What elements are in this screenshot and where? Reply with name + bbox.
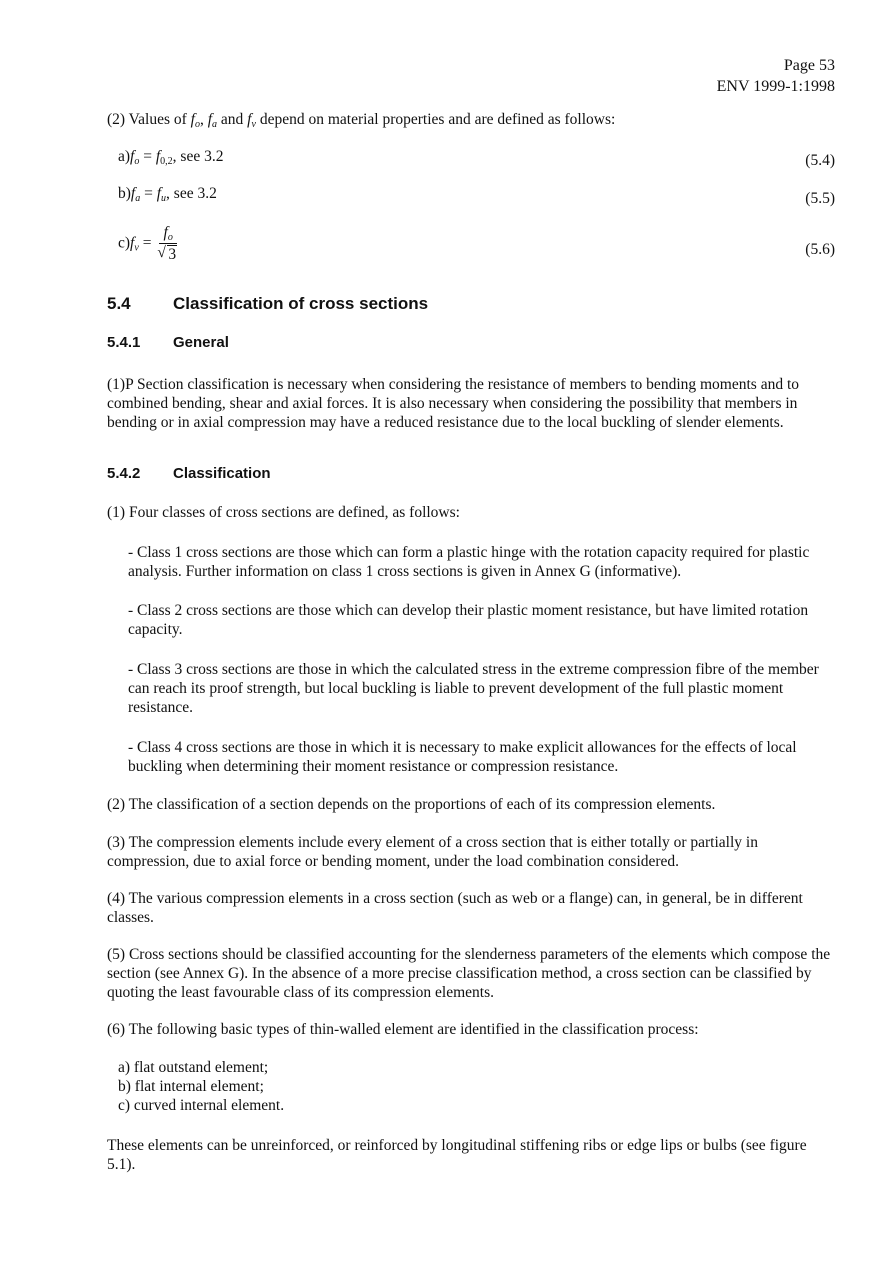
paragraph-5: (5) Cross sections should be classified accounting for the slenderness parameters of the elements which compose the section (see Annex G). In the absence of a more precise classification method, a cross section can be classified by quoting the least favourable class of its compression elements. bbox=[107, 946, 831, 1001]
paragraph-4: (4) The various compression elements in a cross section (such as web or a flange) can, in general, be in different classes. bbox=[107, 890, 803, 926]
section-heading-5-4-2: 5.4.2 Classification bbox=[107, 465, 271, 482]
paragraph-final: These elements can be unreinforced, or reinforced by longitudinal stiffening ribs or edge lips or bulbs (see figure 5.1). bbox=[107, 1137, 807, 1173]
class-4-description: - Class 4 cross sections are those in which it is necessary to make explicit allowances for the effects of local buckling when determining their moment resistance or compression resistance. bbox=[128, 739, 797, 775]
equation-5-4: $a)f_o = f_{0,2}$, see 3.2 bbox=[118, 148, 224, 167]
paragraph-classes-intro: (1) Four classes of cross sections are defined, as follows: bbox=[107, 504, 460, 521]
class-1-description: - Class 1 cross sections are those which can form a plastic hinge with the rotation capacity required for plastic analysis. Further information on class 1 cross sections is given in Annex G (informative). bbox=[128, 544, 810, 580]
paragraph-6: (6) The following basic types of thin-walled element are identified in the classification process: bbox=[107, 1021, 699, 1038]
class-3-description: - Class 3 cross sections are those in which the calculated stress in the extreme compression fibre of the member can reach its proof strength, but local buckling is liable to prevent development of the full plastic moment resistance. bbox=[128, 661, 819, 716]
equation-number-5-5: (5.5) bbox=[805, 190, 835, 207]
list-item: b) flat internal element; bbox=[118, 1078, 264, 1095]
list-item: a) flat outstand element; bbox=[118, 1059, 269, 1076]
section-heading-5-4: 5.4 Classification of cross sections bbox=[107, 294, 429, 313]
paragraph-1p: (1)P Section classification is necessary when considering the resistance of members to bending moments and to combined bending, shear and axial forces. It is also necessary when considering the possibility that members in bending or in axial compression may have a reduced resistance due to the local buckling of slender elements. bbox=[107, 376, 800, 431]
element-type-list bbox=[118, 1058, 823, 1115]
page-header bbox=[717, 55, 835, 97]
section-heading-5-4-1: 5.4.1 General bbox=[107, 334, 229, 351]
paragraph-2: (2) The classification of a section depends on the proportions of each of its compression elements. bbox=[107, 796, 716, 813]
class-2-description: - Class 2 cross sections are those which can develop their plastic moment resistance, but have limited rotation capacity. bbox=[128, 602, 809, 638]
paragraph-3: (3) The compression elements include every element of a cross section that is either totally or partially in compression, due to axial force or bending moment, under the load combination considered. bbox=[107, 834, 758, 870]
equation-number-5-6: (5.6) bbox=[805, 241, 835, 258]
page-number: Page 53 bbox=[783, 57, 835, 74]
equation-number-5-4: (5.4) bbox=[805, 152, 835, 169]
equation-5-5: $b)f_a = f_u$, see 3.2 bbox=[118, 185, 217, 204]
values-intro-paragraph: (2) Values of $f_o$, $f_a$ and $f_v$ depend on material properties and are defined as follows: bbox=[107, 111, 616, 130]
square-root: √ 3 bbox=[159, 246, 177, 263]
list-item: c) curved internal element. bbox=[118, 1097, 285, 1114]
standard-reference: ENV 1999-1:1998 bbox=[716, 78, 835, 95]
fraction: $f_o$ √ 3 bbox=[159, 224, 177, 264]
equation-5-6: $c)f_v$ = $f_o$ √ 3 bbox=[118, 224, 177, 264]
